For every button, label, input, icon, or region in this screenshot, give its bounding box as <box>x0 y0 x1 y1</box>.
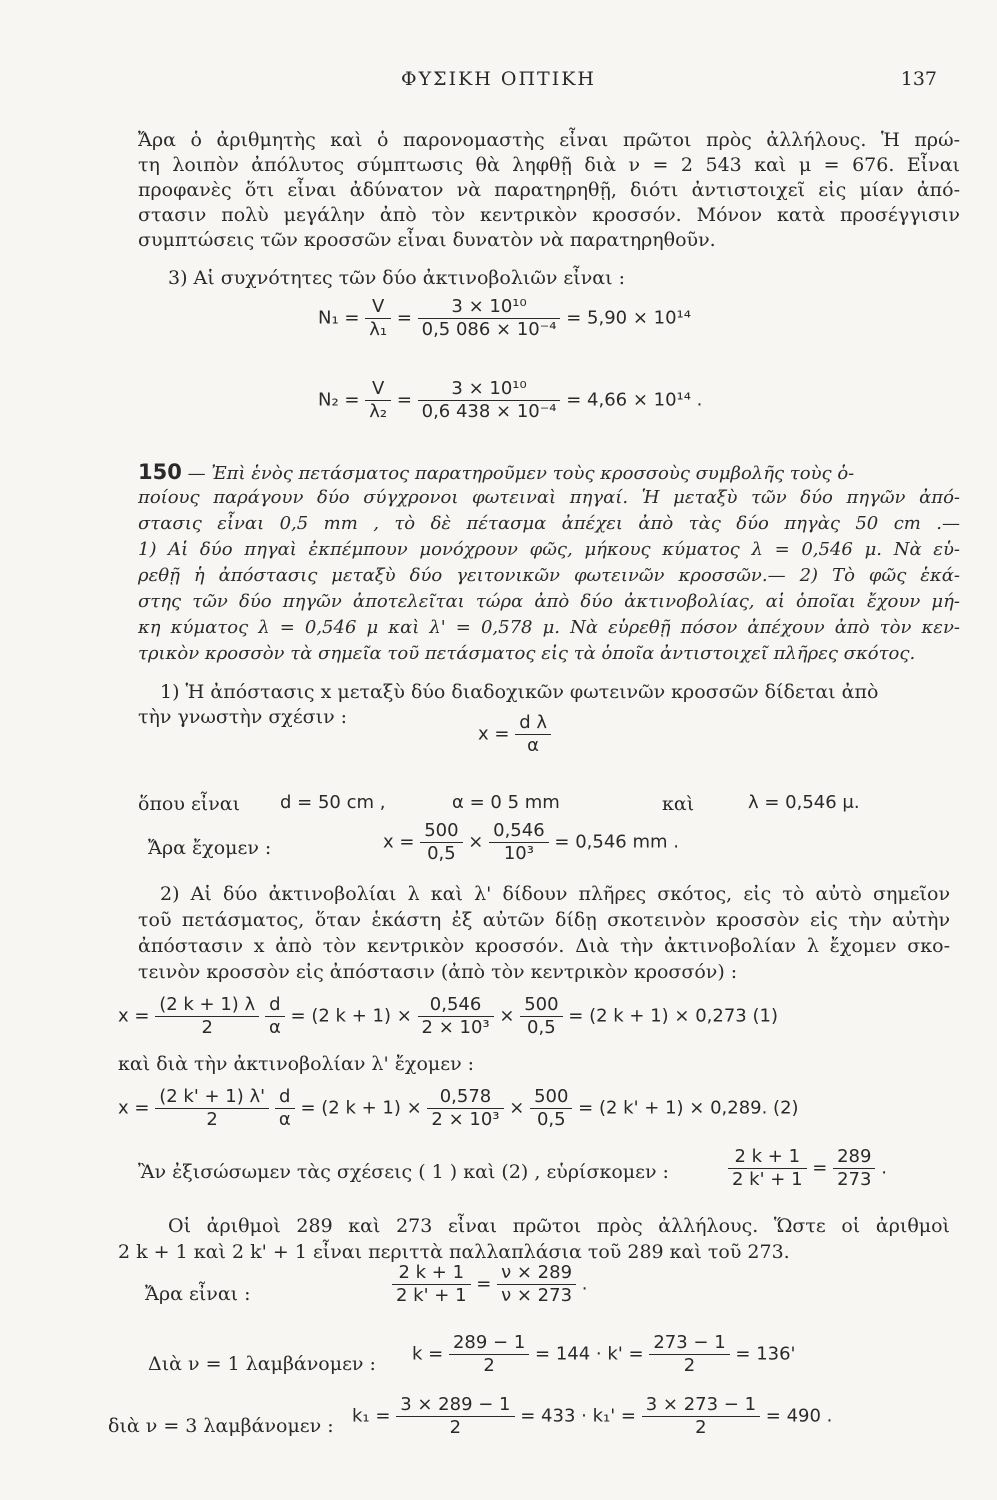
text-line: ἀπόστασιν x ἀπὸ τὸν κεντρικὸν κροσσόν. Διὰ τὴν ἀκτινοβολίαν λ ἔχομεν σκο- <box>138 935 950 957</box>
problem-line: ποίους παράγουν δύο σύγχρονοι φωτειναὶ πηγαί. Ἡ μεταξὺ τῶν δύο πηγῶν ἀπό- <box>138 487 960 508</box>
text-line: 2 k + 1 καὶ 2 k' + 1 εἶναι περιττὰ παλλαπλάσια τοῦ 289 καὶ τοῦ 273. <box>118 1241 790 1263</box>
equation-4: $\frac{2 k + 1}{2 k' + 1}$ = $\frac{\nu \times 289}{\nu \times 273}$ . <box>392 1262 588 1307</box>
problem-line: στης τῶν δύο πηγῶν ἀποτελεῖται τώρα ἀπὸ δύο ἀκτινοβολίας, αἱ ὁποῖαι ἔχουν μή- <box>138 591 960 612</box>
text-line: διὰ ν = 3 λαμβάνομεν : <box>108 1415 334 1437</box>
text-line: Ἂν ἐξισώσωμεν τὰς σχέσεις ( 1 ) καὶ (2) , εὑρίσκομεν : <box>138 1161 669 1183</box>
text-line: τὴν γνωστὴν σχέσιν : <box>138 706 348 728</box>
section-number: 150 <box>138 460 182 484</box>
text-line: ὅπου εἶναι <box>138 793 241 815</box>
equation-x-calc: x = $\frac{500}{0,5}$ × $\frac{0,546}{\text{10³}}$ = 0,546 mm . <box>383 820 679 864</box>
text-and: καὶ <box>662 793 695 815</box>
problem-line: 1) Αἱ δύο πηγαὶ ἐκπέμπουν μονόχρουν φῶς, μήκους κύματος λ = 0,546 μ. Νὰ εὑ- <box>138 539 960 560</box>
text-line: προφανὲς ὅτι εἶναι ἀδύνατον νὰ παρατηρηθῇ, διότι ἀντιστοιχεῖ εἰς μίαν ἀπό- <box>138 179 960 201</box>
equation-2: x = $\frac{(2 k' + 1) \lambda'}{2}$ $\frac{d}{\alpha}$ = (2 k + 1) × $\frac{0,578}{\text{2 × 10³}}$ × $\frac{500}{0,5}$ = (2 k' + 1) × 0,289. (2) <box>118 1086 799 1130</box>
value-lambda: λ = 0,546 μ. <box>748 792 860 813</box>
text-line: τη λοιπὸν ἀπόλυτος σύμπτωσις θὰ ληφθῇ διὰ ν = 2 543 καὶ μ = 676. Εἶναι <box>138 154 960 176</box>
value-alpha: α = 0 5 mm <box>452 792 560 813</box>
text-line: καὶ διὰ τὴν ἀκτινοβολίαν λ' ἔχομεν : <box>118 1053 475 1075</box>
text-line: Οἱ ἀριθμοὶ 289 καὶ 273 εἶναι πρῶτοι πρὸς ἀλλήλους. Ὥστε οἱ ἀριθμοὶ <box>168 1215 950 1237</box>
text-line: τεινὸν κροσσὸν εἰς ἀπόστασιν (ἀπὸ τὸν κεντρικὸν κροσσόν) : <box>138 961 738 983</box>
text-line: στασιν πολὺ μεγάλην ἀπὸ τὸν κεντρικὸν κροσσόν. Μόνον κατὰ προσέγγισιν <box>138 204 960 226</box>
text-line: 1) Ἡ ἀπόστασις x μεταξὺ δύο διαδοχικῶν φωτεινῶν κροσσῶν δίδεται ἀπὸ <box>160 681 879 703</box>
problem-line: ρεθῇ ἡ ἀπόστασις μεταξὺ δύο γειτονικῶν φωτεινῶν κροσσῶν.— 2) Τὸ φῶς ἑκά- <box>138 565 960 586</box>
text-line: Διὰ ν = 1 λαμβάνομεν : <box>148 1353 376 1375</box>
equation-n1: N₁ = $\frac{V}{\text{λ₁}}$ = $\frac{\text{3 × 10¹⁰}}{\text{0,5 086 × 10⁻⁴}}$ = 5,90 × 10¹⁴ <box>318 296 691 340</box>
running-header: ΦΥΣΙΚΗ ΟΠΤΙΚΗ <box>401 68 596 90</box>
equation-v1: k = $\frac{289 - 1}{2}$ = 144 · k' = $\frac{273 - 1}{2}$ = 136' <box>412 1332 796 1376</box>
text-line: 3) Αἱ συχνότητες τῶν δύο ἀκτινοβολιῶν εἶναι : <box>168 267 625 289</box>
text-line: τοῦ πετάσματος, ὅταν ἑκάστη ἐξ αὐτῶν δίδῃ σκοτεινὸν κροσσὸν εἰς τὴν αὐτὴν <box>138 909 950 931</box>
text-line: συμπτώσεις τῶν κροσσῶν εἶναι δυνατὸν νὰ παρατηρηθοῦν. <box>138 229 716 251</box>
equation-x: x = $\frac{\text{d λ}}{\alpha}$ <box>478 712 551 757</box>
text-line: Ἄρα ὁ ἀριθμητὴς καὶ ὁ παρονομαστὴς εἶναι πρῶτοι πρὸς ἀλλήλους. Ἡ πρώ- <box>138 129 960 151</box>
equation-v3: k₁ = $\frac{3 \times 289 - 1}{2}$ = 433 · k₁' = $\frac{3 \times 273 - 1}{2}$ = 490 . <box>352 1394 833 1438</box>
value-d: d = 50 cm , <box>280 792 386 813</box>
problem-line: κη κύματος λ = 0,546 μ καὶ λ' = 0,578 μ. Νὰ εὑρεθῇ πόσον ἀπέχουν ἀπὸ τὸν κεν- <box>138 617 960 638</box>
problem-line: στασις εἶναι 0,5 mm , τὸ δὲ πέτασμα ἀπέχει ἀπὸ τὰς δύο πηγὰς 50 cm .— <box>138 513 960 534</box>
problem-first-line: 150 — Ἐπὶ ἑνὸς πετάσματος παρατηροῦμεν τοὺς κροσσοὺς συμβολῆς τοὺς ὁ- <box>138 460 855 484</box>
equation-3: $\frac{2 k + 1}{2 k' + 1}$ = $\frac{289}{273}$ . <box>728 1146 887 1191</box>
equation-1: x = $\frac{(2 k + 1) \lambda}{2}$ $\frac{d}{\alpha}$ = (2 k + 1) × $\frac{0,546}{\text{2 × 10³}}$ × $\frac{500}{0,5}$ = (2 k + 1) × 0,273 (1) <box>118 994 778 1038</box>
equation-n2: N₂ = $\frac{V}{\text{λ₂}}$ = $\frac{\text{3 × 10¹⁰}}{\text{0,6 438 × 10⁻⁴}}$ = 4,66 × 10¹⁴ . <box>318 378 703 422</box>
text-line: 2) Αἱ δύο ἀκτινοβολίαι λ καὶ λ' δίδουν πλῆρες σκότος, εἰς τὸ αὐτὸ σημεῖον <box>160 883 950 905</box>
problem-line: τρικὸν κροσσὸν τὰ σημεῖα τοῦ πετάσματος εἰς τὰ ὁποῖα ἀντιστοιχεῖ πλῆρες σκότος. <box>138 643 916 664</box>
text-line: Ἄρα ἔχομεν : <box>148 837 272 859</box>
page-number: 137 <box>900 68 937 90</box>
text-line: Ἄρα εἶναι : <box>145 1283 251 1305</box>
